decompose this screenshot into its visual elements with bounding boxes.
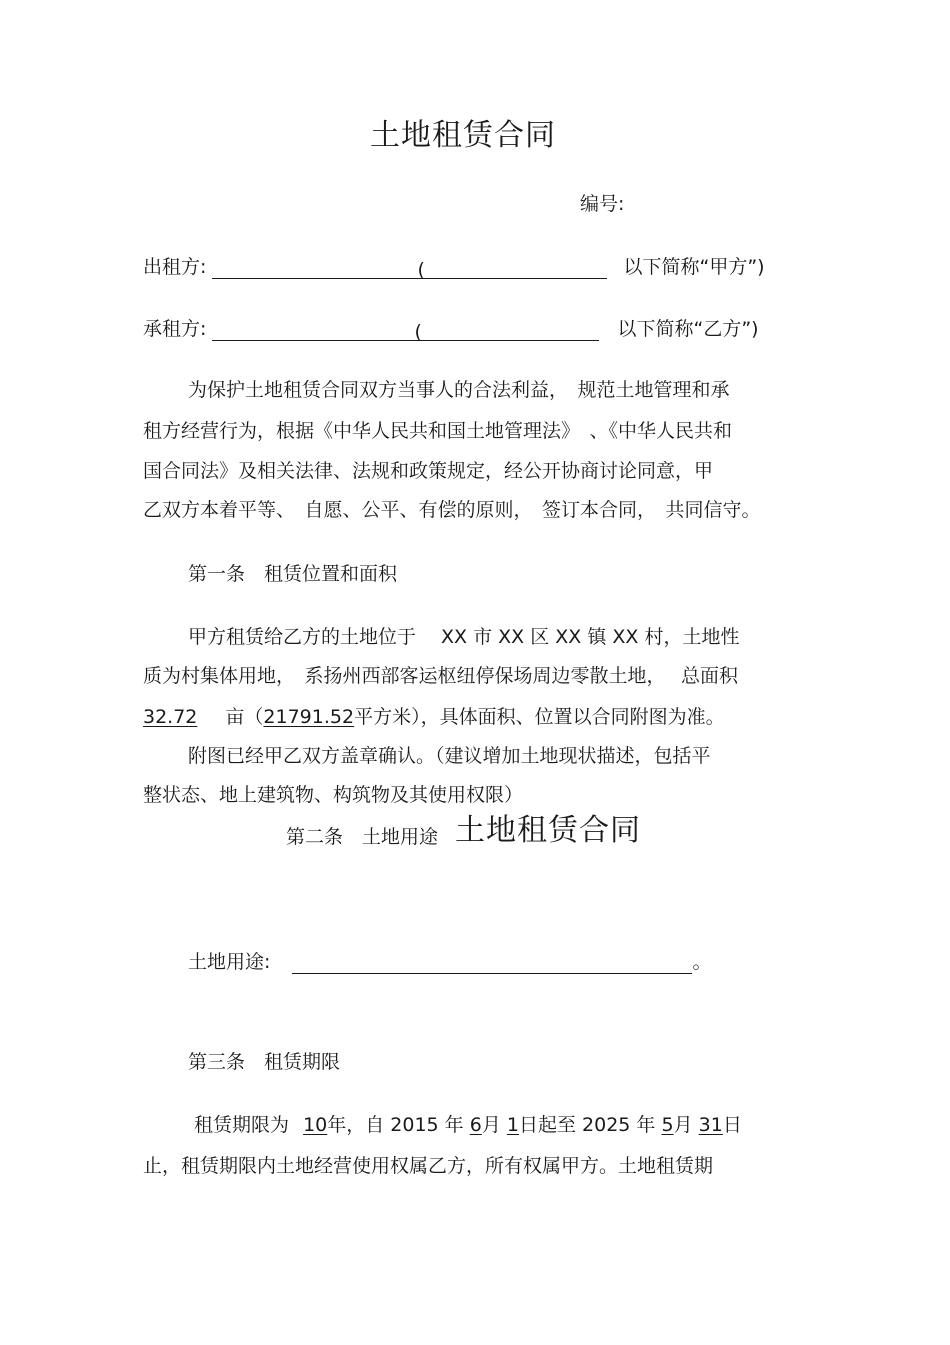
preamble-line-1: 为保护土地租赁合同双方当事人的合法利益， 规范土地管理和承 (188, 379, 730, 401)
attachment-line-1: 附图已经甲乙双方盖章确认。（建议增加土地现状描述，包括平 (188, 745, 711, 767)
lessee-abbrev: 以下简称“乙方”) (617, 318, 759, 340)
lessor-abbrev: 以下简称“甲方”) (623, 256, 765, 278)
article-1-line-3 (143, 705, 725, 729)
attachment-line-2: 整状态、地上建筑物、构筑物及其使用权限） (143, 784, 524, 806)
land-usage-end: 。 (692, 951, 712, 973)
article-2-heading: 第二条 土地用途 (286, 826, 439, 848)
month-word: 月 (481, 1114, 501, 1136)
unit-mu: 亩（ (225, 706, 264, 728)
contract-number-label: 编号: (580, 193, 625, 215)
term-line-2: 止，租赁期限内土地经营使用权属乙方，所有权属甲方。土地租赁期 (143, 1155, 714, 1177)
lessee-label: 承租方: (143, 318, 207, 340)
preamble-line-2: 租方经营行为，根据《中华人民共和国土地管理法》 、《中华人民共和 (143, 420, 733, 442)
area-sqm-value: 21791.52 (263, 706, 355, 728)
article-1-line-2: 质为村集体用地， 系扬州西部客运枢纽停保场周边零散土地， 总面积 (143, 665, 739, 687)
land-usage-label: 土地用途: (188, 951, 271, 973)
lessee-name-blank[interactable] (212, 320, 414, 341)
preamble-line-4: 乙双方本着平等、 自愿、公平、有偿的原则， 签订本合同， 共同信守。 (143, 499, 761, 521)
lessor-name-blank[interactable] (212, 258, 417, 279)
document-title: 土地租赁合同 (370, 118, 556, 153)
lessor-paren: ( (417, 259, 425, 281)
overlay-title: 土地租赁合同 (455, 813, 641, 848)
article-3-heading: 第三条 租赁期限 (188, 1051, 341, 1073)
preamble-line-3: 国合同法》及相关法律、法规和政策规定，经公开协商讨论同意，甲 (143, 460, 714, 482)
land-usage-row (188, 950, 711, 974)
end-month: 5 (661, 1114, 674, 1136)
lessor-row (143, 255, 765, 279)
start-month: 6 (469, 1114, 482, 1136)
term-years: 10 (303, 1114, 328, 1136)
lessee-paren: ( (414, 321, 422, 343)
term-prefix: 租赁期限为 (194, 1114, 290, 1136)
lessor-full-name-blank[interactable] (417, 258, 607, 279)
end-day: 31 (698, 1114, 723, 1136)
start-day: 1 (506, 1114, 519, 1136)
area-rest: 平方米），具体面积、位置以合同附图为准。 (354, 706, 725, 728)
day-word: 日 (722, 1114, 742, 1136)
month-word-2: 月 (673, 1114, 693, 1136)
lessee-full-name-blank[interactable] (414, 320, 599, 341)
lessee-row (143, 317, 759, 341)
term-from: 年，自 2015 年 (327, 1114, 464, 1136)
article-1-heading: 第一条 租赁位置和面积 (188, 563, 398, 585)
article-1-line-1: 甲方租赁给乙方的土地位于 XX 市 XX 区 XX 镇 XX 村，土地性 (188, 626, 740, 648)
lessor-label: 出租方: (143, 256, 207, 278)
area-mu-value: 32.72 (143, 706, 198, 728)
term-line-1 (194, 1113, 742, 1137)
land-usage-blank[interactable] (292, 953, 692, 974)
term-to: 日起至 2025 年 (518, 1114, 656, 1136)
